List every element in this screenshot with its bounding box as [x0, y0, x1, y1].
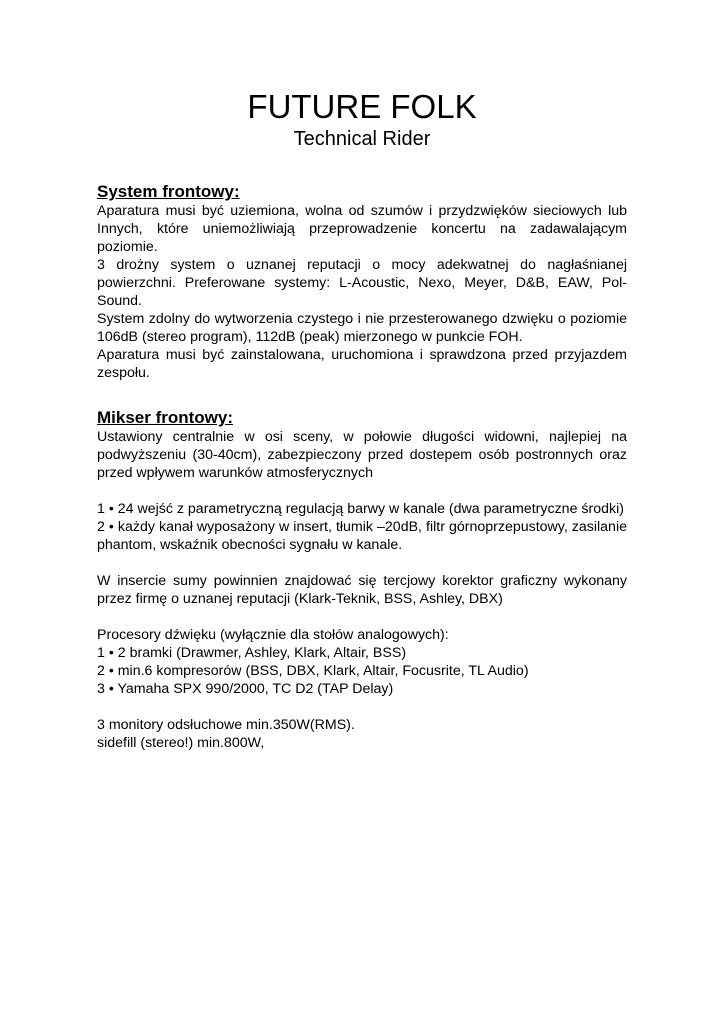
section-system-frontowy	[97, 182, 627, 382]
document-page	[97, 88, 627, 752]
section-heading: Mikser frontowy:	[97, 408, 234, 427]
processor-item: 3 • Yamaha SPX 990/2000, TC D2 (TAP Delay)	[97, 681, 394, 697]
paragraph: Ustawiony centralnie w osi sceny, w połowie długości widowni, najlepiej na podwyższeniu (30-40cm), zabezpieczony przed dostepem osób postronnych oraz przed wpływem warunków atmosferycznych	[97, 429, 627, 481]
monitor-item: 3 monitory odsłuchowe min.350W(RMS).	[97, 717, 355, 733]
processor-item: 1 • 2 bramki (Drawmer, Ashley, Klark, Altair, BSS)	[97, 645, 407, 661]
document-subtitle: Technical Rider	[293, 128, 431, 150]
paragraph: 3 drożny system o uznanej reputacji o mocy adekwatnej do nagłaśnianej powierzchni. Preferowane systemy: L-Acoustic, Nexo, Meyer, D&B, EAW, Pol-Sound.	[97, 257, 627, 309]
mixer-point: 2 • każdy kanał wyposażony w insert, tłumik –20dB, filtr górnoprzepustowy, zasilanie phantom, wskaźnik obecności sygnału w kanale.	[97, 519, 627, 553]
monitor-item: sidefill (stereo!) min.800W,	[97, 735, 265, 751]
paragraph: Aparatura musi być uziemiona, wolna od szumów i przydzwięków sieciowych lub Innych, które uniemożliwiają przeprowadzenie koncertu na zadawalającym poziomie.	[97, 203, 627, 255]
section-heading: System frontowy:	[97, 182, 240, 201]
processor-item: 2 • min.6 kompresorów (BSS, DBX, Klark, Altair, Focusrite, TL Audio)	[97, 663, 529, 679]
insert-note: W insercie sumy powinnien znajdować się tercjowy korektor graficzny wykonany przez firmę o uznanej reputacji (Klark-Teknik, BSS, Ashley, DBX)	[97, 573, 627, 607]
section-mikser-frontowy	[97, 408, 627, 752]
paragraph: System zdolny do wytworzenia czystego i nie przesterowanego dzwięku o poziomie 106dB (stereo program), 112dB (peak) mierzonego w punkcie FOH.	[97, 311, 627, 345]
processors-heading: Procesory dźwięku (wyłącznie dla stołów analogowych):	[97, 627, 449, 643]
document-title: FUTURE FOLK	[247, 88, 477, 125]
paragraph: Aparatura musi być zainstalowana, uruchomiona i sprawdzona przed przyjazdem zespołu.	[97, 347, 627, 381]
mixer-point: 1 • 24 wejść z parametryczną regulacją barwy w kanale (dwa parametryczne środki)	[97, 501, 624, 517]
